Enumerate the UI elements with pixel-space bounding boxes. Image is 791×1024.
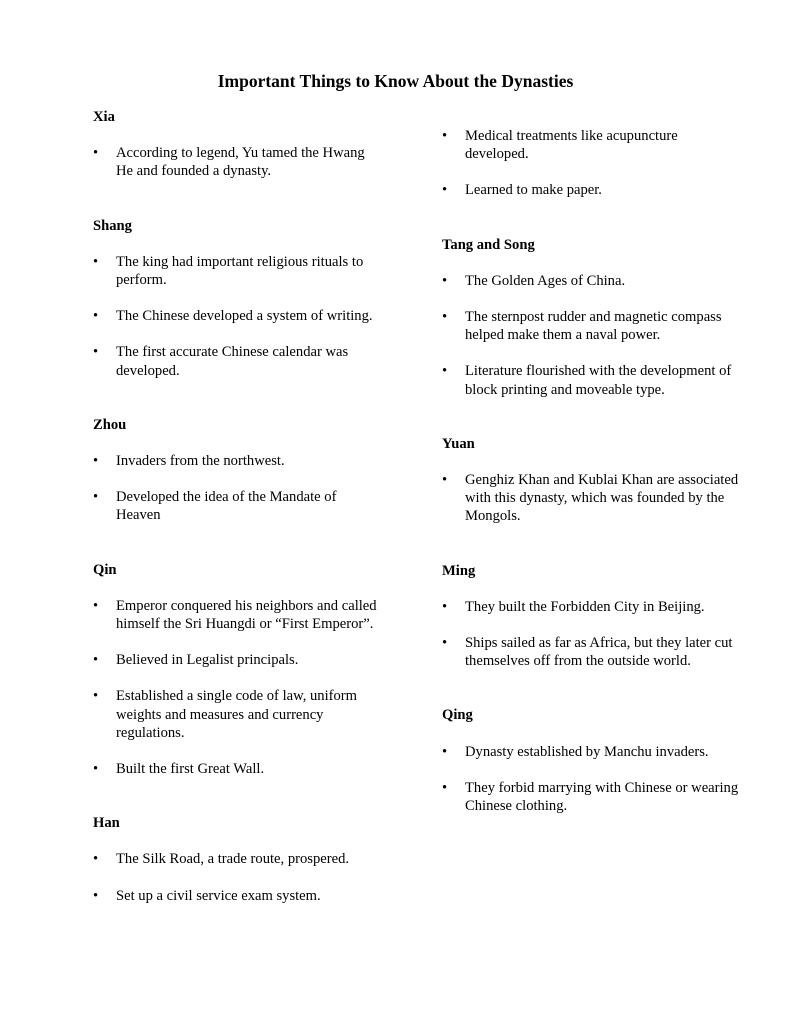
list-item-text: Invaders from the northwest. [116,453,285,470]
list-item-text: Established a single code of law, uniform weights and measures and currency regulations. [116,688,358,741]
list-item [442,308,742,344]
bullet-icon: • [442,598,448,615]
bullet-list [442,471,742,526]
dynasty-section [93,814,383,905]
bullet-icon: • [93,489,99,506]
dynasty-heading: Tang and Song [442,236,535,253]
dynasty-section [93,416,383,525]
list-item-text: The sternpost rudder and magnetic compass helped make them a naval power. [465,309,722,344]
bullet-list [442,272,742,399]
list-item-text: Literature flourished with the development of block printing and moveable type. [465,363,732,398]
bullet-icon: • [93,453,99,470]
bullet-list [442,598,742,671]
bullet-list [93,452,383,525]
bullet-icon: • [442,182,448,199]
bullet-list [93,850,383,904]
bullet-icon: • [442,635,448,652]
bullet-icon: • [442,272,448,289]
list-item [93,452,383,470]
bullet-list [93,597,383,778]
bullet-list [93,253,383,380]
dynasty-section [442,435,742,526]
dynasty-heading: Han [93,815,120,832]
bullet-icon: • [93,688,99,705]
list-item-text: Believed in Legalist principals. [116,652,299,669]
dynasty-section [442,562,742,671]
dynasty-section [442,127,742,200]
list-item [442,634,742,670]
list-item [442,743,742,761]
bullet-list [442,127,742,200]
list-item-text: Learned to make paper. [465,182,602,199]
list-item [93,343,383,379]
list-item [442,181,742,199]
bullet-icon: • [93,761,99,778]
bullet-icon: • [442,743,448,760]
bullet-icon: • [93,887,99,904]
bullet-icon: • [442,472,448,489]
list-item-text: Genghiz Khan and Kublai Khan are associated with this dynasty, which was founded by the Mongols. [465,472,739,525]
dynasty-heading: Qin [93,561,117,578]
dynasty-heading: Shang [93,217,132,234]
list-item-text: According to legend, Yu tamed the Hwang He and founded a dynasty. [116,145,365,180]
dynasty-section [93,108,383,181]
list-item [442,598,742,616]
list-item-text: The Chinese developed a system of writing. [116,308,373,325]
list-item [93,687,383,742]
list-item-text: Ships sailed as far as Africa, but they later cut themselves off from the outside world. [465,635,733,670]
list-item [442,362,742,398]
bullet-icon: • [93,652,99,669]
list-item-text: They built the Forbidden City in Beijing. [465,598,705,615]
page-title: Important Things to Know About the Dynasties [217,71,574,91]
list-item [93,253,383,289]
list-item-text: Dynasty established by Manchu invaders. [465,743,709,760]
list-item [442,127,742,163]
bullet-list [93,144,383,180]
list-item-text: Set up a civil service exam system. [116,887,321,904]
list-item-text: Medical treatments like acupuncture developed. [465,128,678,163]
list-item [442,779,742,815]
list-item [93,144,383,180]
list-item-text: The Silk Road, a trade route, prospered. [116,851,350,868]
list-item-text: They forbid marrying with Chinese or wearing Chinese clothing. [465,779,739,815]
list-item [93,887,383,905]
bullet-icon: • [93,145,99,162]
list-item [93,651,383,669]
list-item-text: Built the first Great Wall. [116,761,265,778]
bullet-icon: • [93,851,99,868]
dynasty-heading: Ming [442,562,476,579]
list-item [442,471,742,526]
bullet-icon: • [442,779,448,796]
dynasty-heading: Yuan [442,435,475,452]
list-item [93,760,383,778]
list-item [442,272,742,290]
dynasty-heading: Zhou [93,416,127,433]
dynasty-heading: Xia [93,109,115,125]
dynasty-section [442,706,742,815]
list-item [93,307,383,325]
list-item-text: Developed the idea of the Mandate of Heaven [116,489,337,524]
list-item [93,488,383,524]
dynasty-section [93,561,383,779]
bullet-icon: • [93,597,99,614]
list-item [93,850,383,868]
left-column [93,108,383,905]
dynasty-heading: Qing [442,707,473,724]
bullet-icon: • [93,308,99,325]
right-column [442,127,742,815]
list-item [93,597,383,633]
bullet-icon: • [442,128,448,144]
list-item-text: The king had important religious rituals to perform. [116,253,364,289]
list-item-text: The Golden Ages of China. [465,272,626,289]
dynasty-section [93,217,383,380]
bullet-icon: • [442,363,448,380]
list-item-text: Emperor conquered his neighbors and called himself the Sri Huangdi or “First Emperor”. [116,597,377,633]
dynasty-section [442,236,742,399]
bullet-list [442,743,742,816]
bullet-icon: • [93,344,99,361]
list-item-text: The first accurate Chinese calendar was developed. [116,344,349,379]
bullet-icon: • [442,309,448,326]
bullet-icon: • [93,253,99,270]
